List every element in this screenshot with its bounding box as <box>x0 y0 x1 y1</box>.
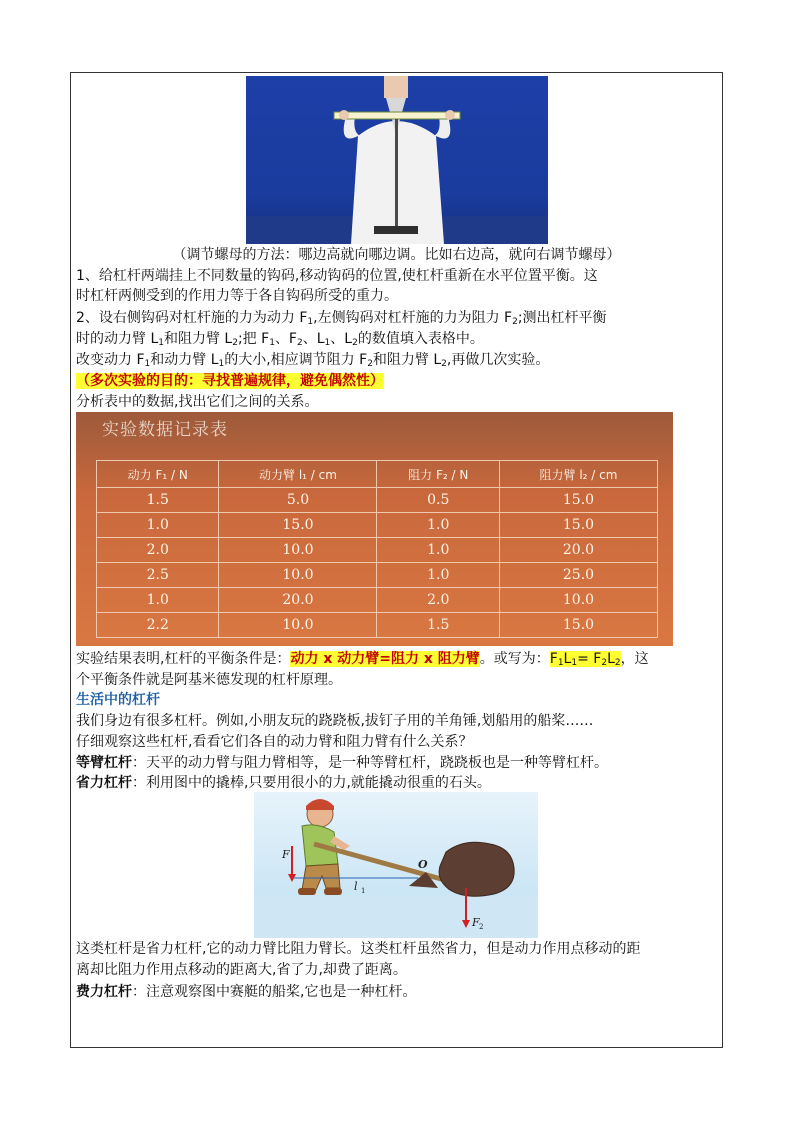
equal-lever-label: 等臂杠杆 <box>76 755 132 771</box>
step1-line1: 1、给杠杆两端挂上不同数量的钩码,移动钩码的位置,使杠杆重新在水平位置平衡。这 <box>76 268 598 284</box>
waste-lever-line: 费力杠杆：注意观察图中赛艇的船桨,它也是一种杠杆。 <box>76 984 417 1000</box>
step2-line2: 时的动力臂 $L_1$和阻力臂 $L_2$;把 $F_1$、$F_2$、$L_1$、$L_2$的数值填入表格中。 <box>76 331 484 348</box>
result-line1: 实验结果表明,杠杆的平衡条件是：动力 x 动力臂=阻力 x 阻力臂。或写为：$F_1L_1= F_2L_2$，这 <box>76 651 649 668</box>
table-header: 阻力臂 l₂ / cm <box>499 461 657 488</box>
figure-l1-sub: 1 <box>361 887 366 895</box>
table-cell: 2.5 <box>97 563 219 588</box>
figure-f1-label: F <box>282 848 290 861</box>
figure-f2-label: F <box>472 916 480 929</box>
save-lever-label: 省力杠杆 <box>76 775 132 791</box>
table-cell: 10.0 <box>219 613 377 638</box>
result-formula: $F_1L_1= F_2L_2$ <box>549 651 621 668</box>
crowbar-figure <box>254 792 538 938</box>
table-title: 实验数据记录表 <box>102 420 228 440</box>
table-cell: 15.0 <box>499 513 657 538</box>
table-header: 动力 F₁ / N <box>97 461 219 488</box>
step2-line1: 2、设右侧钩码对杠杆施的力为动力 $F_1$,左侧钩码对杠杆施的力为阻力 $F_2$;测出杠杆平衡 <box>76 310 607 327</box>
purpose-line <box>76 371 718 391</box>
life-line2: 仔细观察这些杠杆,看看它们各自的动力臂和阻力臂有什么关系？ <box>76 734 473 750</box>
figure-o-label: O <box>418 858 428 871</box>
table-row <box>97 588 658 613</box>
table-cell: 1.5 <box>377 613 499 638</box>
life-line1: 我们身边有很多杠杆。例如,小朋友玩的跷跷板,拔钉子用的羊角锤,划船用的船桨…… <box>76 713 594 729</box>
table-header-row <box>97 461 658 488</box>
table-cell: 10.0 <box>499 588 657 613</box>
table-cell: 1.0 <box>377 513 499 538</box>
data-table-image <box>76 412 673 646</box>
table-cell: 20.0 <box>219 588 377 613</box>
table-row <box>97 513 658 538</box>
table-cell: 1.0 <box>97 588 219 613</box>
result-line2: 个平衡条件就是阿基米德发现的杠杆原理。 <box>76 672 342 688</box>
table-header: 动力臂 l₁ / cm <box>219 461 377 488</box>
table-cell: 20.0 <box>499 538 657 563</box>
table-cell: 15.0 <box>499 488 657 513</box>
table-cell: 10.0 <box>219 563 377 588</box>
figure-f2-sub: 2 <box>479 923 484 931</box>
table-cell: 1.0 <box>377 538 499 563</box>
table-cell: 25.0 <box>499 563 657 588</box>
table-cell: 10.0 <box>219 538 377 563</box>
life-heading: 生活中的杠杆 <box>76 692 160 708</box>
table-row <box>97 613 658 638</box>
lab-photo-drawing <box>246 76 548 244</box>
purpose-highlight: （多次实验的目的：寻找普遍规律，避免偶然性） <box>76 373 384 389</box>
table-cell: 1.5 <box>97 488 219 513</box>
save-lever-line: 省力杠杆：利用图中的撬棒,只要用很小的力,就能撬动很重的石头。 <box>76 775 491 791</box>
table-row <box>97 538 658 563</box>
photo-caption: （调节螺母的方法：哪边高就向哪边调。比如右边高，就向右调节螺母） <box>172 247 621 263</box>
step1-line2: 时杠杆两侧受到的作用力等于各自钩码所受的重力。 <box>76 288 398 304</box>
equal-lever-line: 等臂杠杆：天平的动力臂与阻力臂相等，是一种等臂杠杆，跷跷板也是一种等臂杠杆。 <box>76 755 608 771</box>
waste-lever-label: 费力杠杆 <box>76 984 132 1000</box>
table-cell: 0.5 <box>377 488 499 513</box>
table-header: 阻力 F₂ / N <box>377 461 499 488</box>
table-cell: 15.0 <box>219 513 377 538</box>
table-cell: 1.0 <box>377 563 499 588</box>
result-formula-text: 动力 x 动力臂=阻力 x 阻力臂 <box>290 651 480 667</box>
save-desc-line2: 离却比阻力作用点移动的距离大,省了力,却费了距离。 <box>76 962 407 978</box>
analyze-line: 分析表中的数据,找出它们之间的关系。 <box>76 394 319 410</box>
crowbar-drawing <box>254 792 538 938</box>
figure-l1-label: l <box>354 880 358 893</box>
change-line: 改变动力 $F_1$和动力臂 $L_1$的大小,相应调节阻力 $F_2$和阻力臂 $L_2$,再做几次实验。 <box>76 352 550 369</box>
table-cell: 15.0 <box>499 613 657 638</box>
table-cell: 5.0 <box>219 488 377 513</box>
table-cell: 1.0 <box>97 513 219 538</box>
table-cell: 2.2 <box>97 613 219 638</box>
table-row <box>97 563 658 588</box>
lab-photo <box>246 76 548 244</box>
table-cell: 2.0 <box>97 538 219 563</box>
table-row <box>97 488 658 513</box>
table-cell: 2.0 <box>377 588 499 613</box>
save-desc-line1: 这类杠杆是省力杠杆,它的动力臂比阻力臂长。这类杠杆虽然省力，但是动力作用点移动的距 <box>76 941 641 957</box>
data-table <box>96 460 658 638</box>
